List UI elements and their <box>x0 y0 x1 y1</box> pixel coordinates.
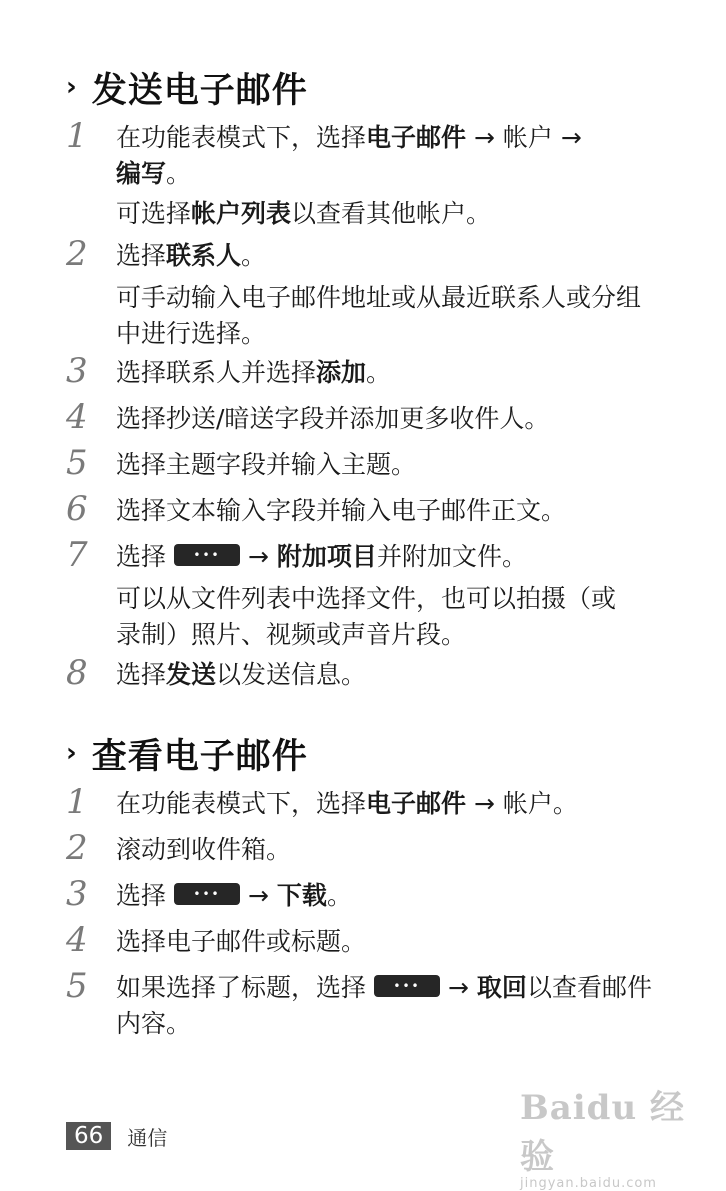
step-text: 如果选择了标题，选择 ••• → 取回以查看邮件内容。 <box>116 973 652 1038</box>
step-number: 6 <box>66 489 88 529</box>
step-number: 3 <box>66 874 88 914</box>
step-number: 1 <box>66 116 88 156</box>
step-number: 2 <box>66 828 88 868</box>
menu-key-icon: ••• <box>374 975 440 997</box>
menu-key-icon: ••• <box>174 544 240 566</box>
watermark-url: jingyan.baidu.com <box>520 1176 657 1191</box>
step-text: 选择 ••• → 下载。 <box>116 881 352 910</box>
step-number: 4 <box>66 397 88 437</box>
step-number: 7 <box>66 535 88 575</box>
section-title-text: 查看电子邮件 <box>91 737 308 777</box>
section-view-email <box>66 732 686 776</box>
watermark-brand: Baidu 经验 <box>520 1088 686 1177</box>
section-title <box>66 732 686 776</box>
step-text: 在功能表模式下，选择电子邮件 → 帐户。 <box>116 789 578 818</box>
step-number: 3 <box>66 351 88 391</box>
step-number: 5 <box>66 966 88 1006</box>
step-text: 选择电子邮件或标题。 <box>116 927 367 956</box>
chevron-icon: › <box>66 72 78 102</box>
step-text: 选择联系人并选择添加。 <box>116 358 392 387</box>
step-text: 选择联系人。 <box>116 241 267 270</box>
step-number: 1 <box>66 782 88 822</box>
step-text: 选择 ••• → 附加项目并附加文件。 <box>116 542 527 571</box>
section-title-text: 发送电子邮件 <box>91 71 308 111</box>
menu-key-icon: ••• <box>174 883 240 905</box>
page-footer <box>66 1122 167 1150</box>
step-text: 滚动到收件箱。 <box>116 835 292 864</box>
step-text: 选择主题字段并输入主题。 <box>116 450 417 479</box>
chapter-label: 通信 <box>127 1125 168 1150</box>
step-text: 在功能表模式下，选择电子邮件 → 帐户 → 编写。 <box>116 123 582 188</box>
step-text: 选择发送以发送信息。 <box>116 660 367 689</box>
step-number: 5 <box>66 443 88 483</box>
page-number: 66 <box>66 1122 111 1150</box>
section-send-email <box>66 66 686 110</box>
step-number: 4 <box>66 920 88 960</box>
step-text: 选择抄送/暗送字段并添加更多收件人。 <box>116 404 550 433</box>
step-note: 可手动输入电子邮件地址或从最近联系人或分组中进行选择。 <box>116 283 642 348</box>
step-note: 可选择帐户列表以查看其他帐户。 <box>116 199 492 228</box>
chevron-icon: › <box>66 738 78 768</box>
step-text: 选择文本输入字段并输入电子邮件正文。 <box>116 496 567 525</box>
baidu-watermark <box>520 1080 690 1191</box>
step-note: 可以从文件列表中选择文件，也可以拍摄（或录制）照片、视频或声音片段。 <box>116 584 617 649</box>
section-title <box>66 66 686 110</box>
step-number: 8 <box>66 653 88 693</box>
step-number: 2 <box>66 234 88 274</box>
